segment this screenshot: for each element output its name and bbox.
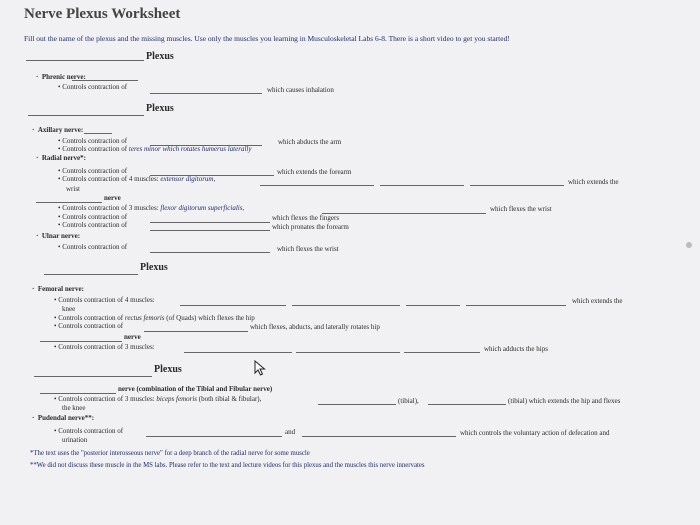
bullet-icon: · bbox=[36, 154, 42, 162]
item-action: which extends the forearm bbox=[277, 168, 352, 176]
muscle-blank[interactable] bbox=[184, 352, 292, 353]
item-note: (tibial), bbox=[398, 397, 419, 405]
bullet-icon: • bbox=[54, 395, 59, 403]
bullet-icon: • bbox=[58, 145, 63, 153]
bullet-icon: • bbox=[58, 83, 63, 91]
nerve-heading: · Ulnar nerve: bbox=[36, 232, 81, 240]
plexus-label: Plexus bbox=[154, 364, 182, 375]
muscle-blank[interactable] bbox=[302, 436, 456, 437]
item-action: (tibial) which extends the hip and flexes bbox=[508, 397, 621, 405]
muscle-blank[interactable] bbox=[150, 252, 270, 253]
bullet-icon: • bbox=[58, 137, 63, 145]
muscle-blank[interactable] bbox=[322, 213, 486, 214]
footnote: *The text uses the "posterior interosseous nerve" for a deep branch of the radial nerve for some muscle bbox=[30, 450, 310, 457]
plexus-name-blank[interactable] bbox=[34, 376, 152, 377]
item-action: which extends the bbox=[572, 297, 623, 305]
bullet-icon: · bbox=[32, 126, 38, 134]
muscle-blank[interactable] bbox=[406, 305, 460, 306]
list-item: • Controls contraction of bbox=[58, 243, 128, 251]
bullet-icon: • bbox=[54, 322, 59, 330]
list-item: • Controls contraction of 3 muscles: biceps femoris (both tibial & fibular), bbox=[54, 395, 262, 403]
list-item: • Controls contraction of rectus femoris (of Quads) which flexes the hip bbox=[54, 314, 255, 322]
bullet-icon: · bbox=[32, 285, 38, 293]
muscle-blank[interactable] bbox=[260, 185, 374, 186]
muscle-blank[interactable] bbox=[466, 305, 566, 306]
bullet-icon: • bbox=[58, 175, 63, 183]
muscle-blank[interactable] bbox=[380, 185, 464, 186]
item-action: which flexes the fingers bbox=[272, 214, 340, 222]
muscle-blank[interactable] bbox=[318, 404, 396, 405]
list-item: • Controls contraction of bbox=[58, 167, 128, 175]
nerve-heading: · Femoral nerve: bbox=[32, 285, 84, 293]
nerve-heading: · Phrenic nerve: bbox=[36, 73, 86, 81]
item-action: which flexes the wrist bbox=[490, 205, 552, 213]
instructions: Fill out the name of the plexus and the missing muscles. Use only the muscles you learning in Musculoskeletal Labs 6-8. There is a short video to get you started! bbox=[24, 34, 510, 43]
item-wrap: urination bbox=[62, 436, 88, 444]
list-item: • Controls contraction of bbox=[58, 83, 128, 91]
list-item: • Controls contraction of bbox=[54, 322, 124, 330]
muscle-blank[interactable] bbox=[470, 185, 564, 186]
item-action: which adducts the hips bbox=[484, 345, 548, 353]
bullet-icon: · bbox=[32, 414, 38, 422]
item-action: which pronates the forearm bbox=[272, 223, 349, 231]
nerve-heading: nerve (combination of the Tibial and Fibular nerve) bbox=[118, 385, 273, 393]
plexus-label: Plexus bbox=[140, 262, 168, 273]
list-item: • Controls contraction of bbox=[58, 221, 128, 229]
nerve-heading: · Pudendal nerve**: bbox=[32, 414, 95, 422]
list-item: • Controls contraction of bbox=[54, 427, 124, 435]
bullet-icon: • bbox=[54, 314, 59, 322]
muscle-blank[interactable] bbox=[146, 436, 282, 437]
bullet-icon: · bbox=[36, 232, 42, 240]
bullet-icon: • bbox=[58, 204, 63, 212]
plexus-label: Plexus bbox=[146, 103, 174, 114]
muscle-blank[interactable] bbox=[180, 305, 286, 306]
plexus-name-blank[interactable] bbox=[26, 60, 144, 61]
nerve-name-blank[interactable] bbox=[40, 393, 116, 394]
item-action: which flexes the wrist bbox=[277, 245, 339, 253]
muscle-blank[interactable] bbox=[404, 352, 480, 353]
nerve-name-blank[interactable] bbox=[40, 341, 122, 342]
list-item: • Controls contraction of 4 muscles: bbox=[54, 296, 155, 304]
bullet-icon: · bbox=[36, 73, 42, 81]
item-action: which abducts the arm bbox=[278, 138, 342, 146]
list-item: • Controls contraction of 3 muscles: flexor digitorum superficialis, bbox=[58, 204, 245, 212]
muscle-blank[interactable] bbox=[150, 222, 270, 223]
nerve-heading: · Axillary nerve: bbox=[32, 126, 84, 134]
nerve-name-blank[interactable] bbox=[36, 202, 102, 203]
nerve-name-blank[interactable] bbox=[84, 133, 112, 134]
plexus-label: Plexus bbox=[146, 51, 174, 62]
bullet-icon: • bbox=[58, 213, 63, 221]
list-item: • Controls contraction of bbox=[58, 213, 128, 221]
plexus-name-blank[interactable] bbox=[28, 115, 144, 116]
list-item: • Controls contraction of 4 muscles: extensor digitorum, bbox=[58, 175, 216, 183]
muscle-blank[interactable] bbox=[150, 230, 270, 231]
bullet-icon: • bbox=[58, 167, 63, 175]
bullet-icon: • bbox=[54, 343, 59, 351]
item-action: which controls the voluntary action of defecation and bbox=[460, 429, 610, 437]
item-wrap: the knee bbox=[62, 404, 86, 412]
item-action: which extends the bbox=[568, 178, 619, 186]
muscle-blank[interactable] bbox=[292, 305, 400, 306]
bullet-icon: • bbox=[54, 427, 59, 435]
item-action: which flexes, abducts, and laterally rotates hip bbox=[250, 323, 380, 331]
list-item: • Controls contraction of 3 muscles: bbox=[54, 343, 155, 351]
scroll-marker bbox=[686, 242, 692, 248]
list-item: • Controls contraction of bbox=[58, 137, 128, 145]
muscle-blank[interactable] bbox=[296, 352, 400, 353]
cursor-icon bbox=[254, 360, 266, 376]
footnote: **We did not discuss these muscle in the MS labs. Please refer to the text and lecture videos for this plexus and the muscles this nerve innervates bbox=[30, 462, 425, 469]
item-action: which causes inhalation bbox=[267, 86, 334, 94]
nerve-heading: nerve bbox=[104, 194, 121, 202]
bullet-icon: • bbox=[54, 296, 59, 304]
nerve-name-blank[interactable] bbox=[72, 80, 138, 81]
list-item: • Controls contraction of teres minor which rotates humerus laterally bbox=[58, 145, 252, 153]
muscle-blank[interactable] bbox=[150, 93, 262, 94]
bullet-icon: • bbox=[58, 243, 63, 251]
page-title: Nerve Plexus Worksheet bbox=[24, 6, 181, 22]
item-wrap: wrist bbox=[66, 185, 80, 193]
muscle-blank[interactable] bbox=[428, 404, 506, 405]
plexus-name-blank[interactable] bbox=[44, 274, 138, 275]
item-wrap: knee bbox=[62, 305, 76, 313]
nerve-heading: · Radial nerve*: bbox=[36, 154, 86, 162]
item-connector: and bbox=[285, 428, 296, 436]
muscle-blank[interactable] bbox=[144, 331, 248, 332]
bullet-icon: • bbox=[58, 221, 63, 229]
nerve-heading: nerve bbox=[124, 333, 141, 341]
